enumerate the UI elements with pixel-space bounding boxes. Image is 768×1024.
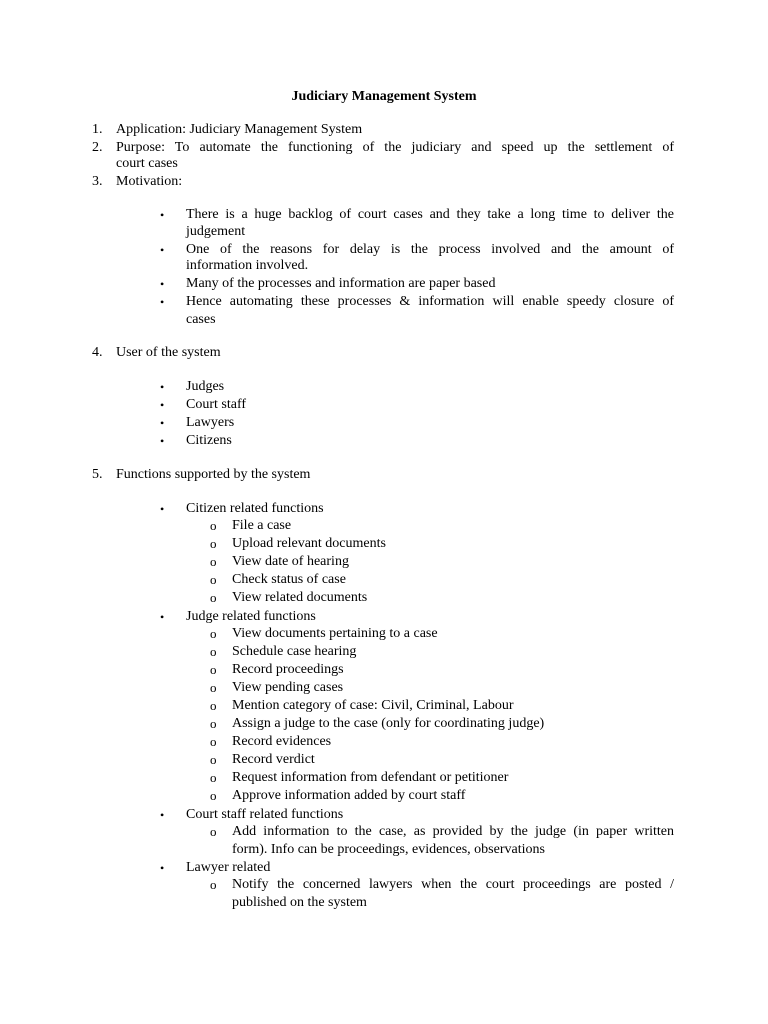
bullet-marker: •: [160, 861, 165, 875]
sub-bullet-marker: o: [210, 770, 217, 785]
function-item: Schedule case hearing: [232, 644, 357, 659]
motivation-3-line-1: Many of the processes and information are paper based: [186, 276, 496, 291]
section-2-line-1: Purpose: To automate the functioning of the judiciary and speed up the settlement of: [116, 140, 674, 155]
function-item: Upload relevant documents: [232, 536, 386, 551]
section-2-line-2: court cases: [116, 156, 178, 171]
bullet-marker: •: [160, 208, 165, 222]
function-item: Check status of case: [232, 572, 346, 587]
lawyer-item-line-2: published on the system: [232, 895, 367, 910]
citizen-functions-label: Citizen related functions: [186, 501, 324, 516]
function-item: Record evidences: [232, 734, 332, 749]
lawyer-functions-label: Lawyer related: [186, 860, 271, 875]
bullet-marker: •: [160, 502, 165, 516]
function-item: Request information from defendant or petitioner: [232, 770, 509, 785]
motivation-2-line-1: One of the reasons for delay is the process involved and the amount of: [186, 242, 674, 257]
sub-bullet-marker: o: [210, 572, 217, 587]
bullet-marker: •: [160, 808, 165, 822]
motivation-4-line-2: cases: [186, 312, 216, 327]
function-item: Record proceedings: [232, 662, 344, 677]
bullet-marker: •: [160, 416, 165, 430]
bullet-marker: •: [160, 295, 165, 309]
function-item: Record verdict: [232, 752, 315, 767]
user-item: Judges: [186, 379, 225, 394]
user-item: Citizens: [186, 433, 232, 448]
motivation-1-line-1: There is a huge backlog of court cases and they take a long time to deliver the: [186, 207, 674, 222]
function-item: File a case: [232, 518, 292, 533]
sub-bullet-marker: o: [210, 680, 217, 695]
bullet-marker: •: [160, 380, 165, 394]
bullet-marker: •: [160, 398, 165, 412]
motivation-2-line-2: information involved.: [186, 258, 309, 273]
lawyer-item-line-1: Notify the concerned lawyers when the court proceedings are posted /: [232, 877, 674, 892]
bullet-marker: •: [160, 434, 165, 448]
section-4-heading: User of the system: [116, 345, 221, 360]
sub-bullet-marker: o: [210, 590, 217, 605]
sub-bullet-marker: o: [210, 752, 217, 767]
function-item: View date of hearing: [232, 554, 349, 569]
section-1-number: 1.: [92, 122, 103, 137]
bullet-marker: •: [160, 243, 165, 257]
sub-bullet-marker: o: [210, 716, 217, 731]
staff-functions-label: Court staff related functions: [186, 807, 344, 822]
function-item: Mention category of case: Civil, Criminal, Labour: [232, 698, 514, 713]
user-item: Court staff: [186, 397, 247, 412]
bullet-marker: •: [160, 610, 165, 624]
motivation-1-line-2: judgement: [186, 224, 246, 239]
motivation-4-line-1: Hence automating these processes & information will enable speedy closure of: [186, 294, 674, 309]
sub-bullet-marker: o: [210, 698, 217, 713]
user-item: Lawyers: [186, 415, 235, 430]
section-2-number: 2.: [92, 140, 103, 155]
section-5-number: 5.: [92, 467, 103, 482]
function-item: View documents pertaining to a case: [232, 626, 438, 641]
sub-bullet-marker: o: [210, 824, 217, 839]
function-item: Assign a judge to the case (only for coordinating judge): [232, 716, 545, 731]
bullet-marker: •: [160, 277, 165, 291]
sub-bullet-marker: o: [210, 626, 217, 641]
sub-bullet-marker: o: [210, 536, 217, 551]
section-3-heading: Motivation:: [116, 174, 183, 189]
sub-bullet-marker: o: [210, 734, 217, 749]
staff-item-line-2: form). Info can be proceedings, evidences, observations: [232, 842, 545, 857]
function-item: View related documents: [232, 590, 368, 605]
sub-bullet-marker: o: [210, 788, 217, 803]
function-item: Approve information added by court staff: [232, 788, 466, 803]
judge-functions-label: Judge related functions: [186, 609, 316, 624]
sub-bullet-marker: o: [210, 877, 217, 892]
sub-bullet-marker: o: [210, 644, 217, 659]
section-5-heading: Functions supported by the system: [116, 467, 311, 482]
staff-item-line-1: Add information to the case, as provided by the judge (in paper written: [232, 824, 674, 839]
section-4-number: 4.: [92, 345, 103, 360]
section-1-text: Application: Judiciary Management System: [116, 122, 363, 137]
function-item: View pending cases: [232, 680, 344, 695]
sub-bullet-marker: o: [210, 518, 217, 533]
sub-bullet-marker: o: [210, 554, 217, 569]
document-title: Judiciary Management System: [291, 89, 477, 104]
sub-bullet-marker: o: [210, 662, 217, 677]
section-3-number: 3.: [92, 174, 103, 189]
